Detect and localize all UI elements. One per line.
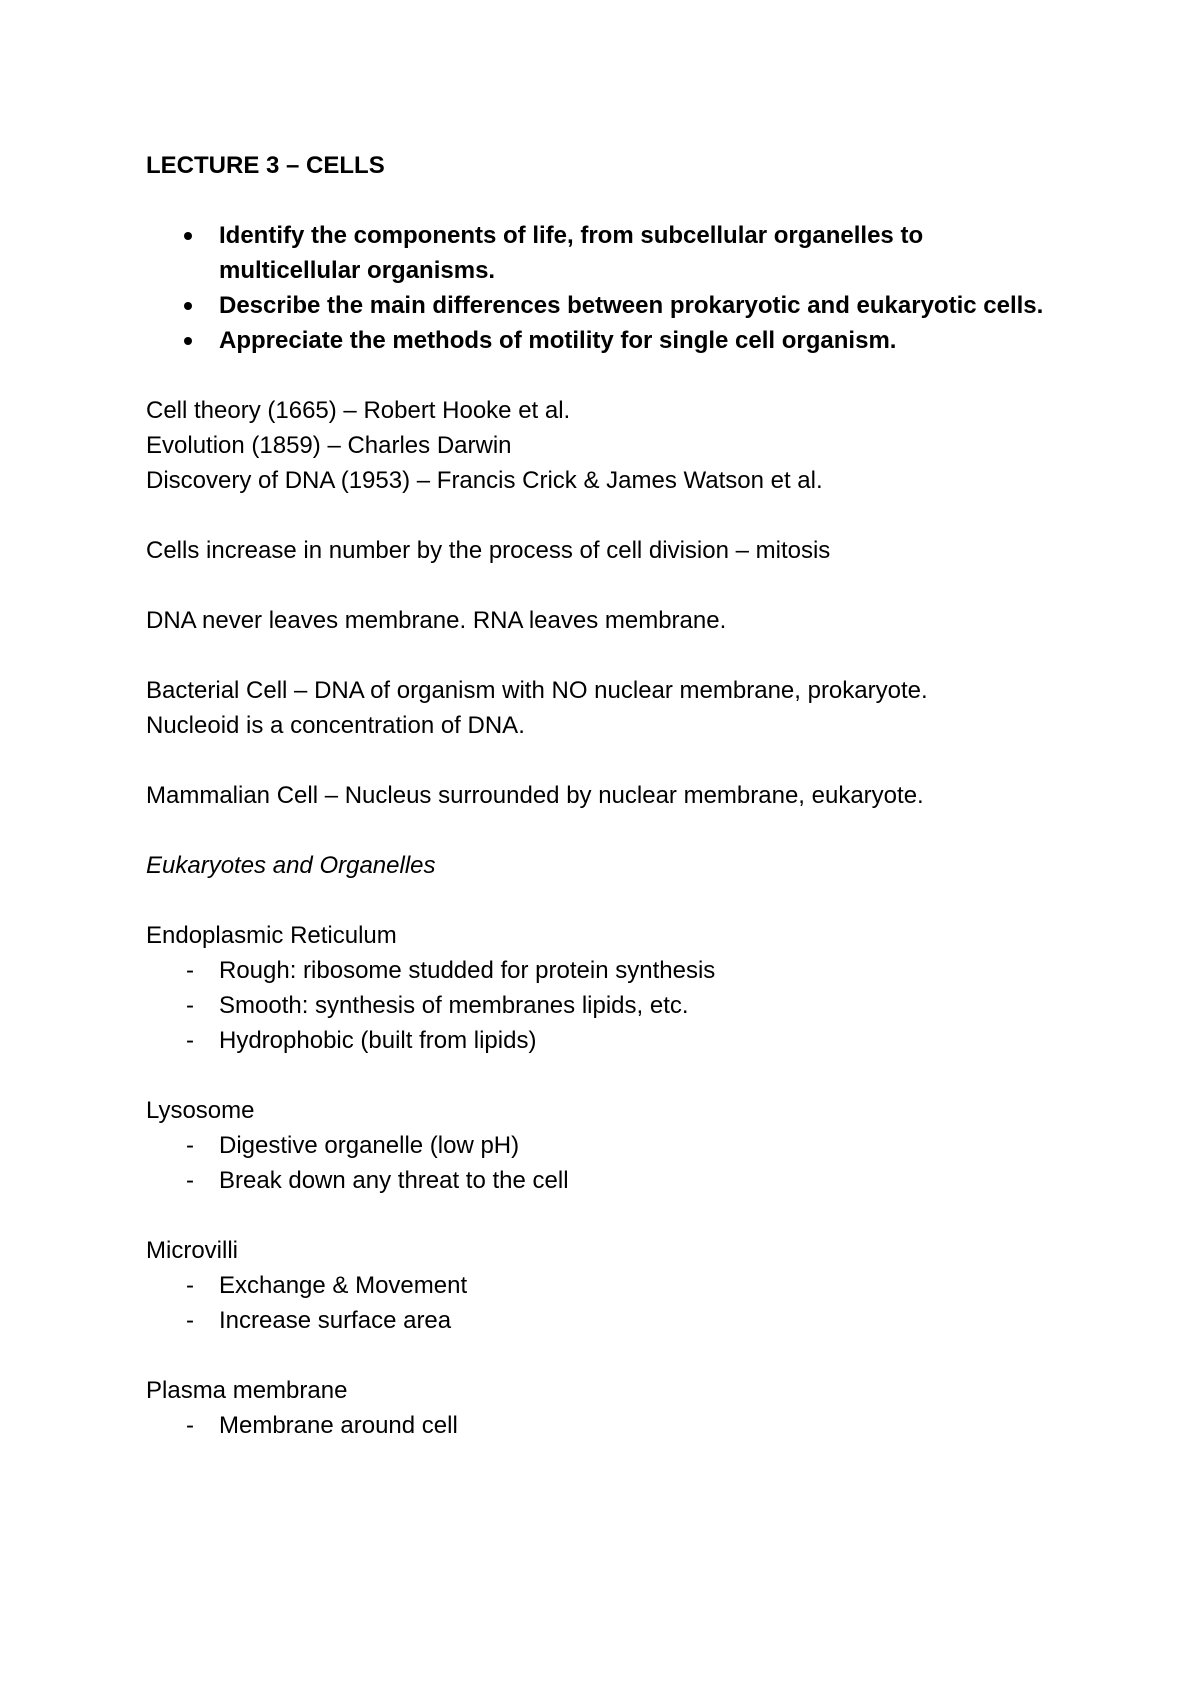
dash-icon: - xyxy=(186,1132,194,1159)
objective-text: Appreciate the methods of motility for single cell organism. xyxy=(219,327,897,354)
point-text: Membrane around cell xyxy=(219,1412,458,1439)
organelle-point xyxy=(146,1163,1046,1198)
bullet-icon xyxy=(184,337,192,345)
bullet-icon xyxy=(184,302,192,310)
section-heading: Eukaryotes and Organelles xyxy=(146,852,436,879)
organelle-point xyxy=(146,988,1046,1023)
organelle-point xyxy=(146,1408,1046,1443)
organelle-point xyxy=(146,953,1046,988)
history-line: Evolution (1859) – Charles Darwin xyxy=(146,432,512,459)
spacer xyxy=(146,498,1046,533)
dash-icon: - xyxy=(186,1027,194,1054)
organelle-section xyxy=(146,1233,1046,1338)
point-text: Increase surface area xyxy=(219,1307,452,1334)
point-text: Exchange & Movement xyxy=(219,1272,468,1299)
objective-item xyxy=(146,288,1059,323)
spacer xyxy=(146,813,1046,848)
spacer xyxy=(146,638,1046,673)
organelle-name: Lysosome xyxy=(146,1097,255,1124)
dash-icon: - xyxy=(186,992,194,1019)
mitosis-note: Cells increase in number by the process of cell division – mitosis xyxy=(146,537,831,564)
organelle-point xyxy=(146,1303,1046,1338)
spacer xyxy=(146,183,1046,218)
dash-icon: - xyxy=(186,1167,194,1194)
bacterial-line: Bacterial Cell – DNA of organism with NO nuclear membrane, prokaryote. xyxy=(146,677,928,704)
dash-icon: - xyxy=(186,1272,194,1299)
bacterial-line: Nucleoid is a concentration of DNA. xyxy=(146,712,525,739)
dash-icon: - xyxy=(186,1412,194,1439)
history-line: Cell theory (1665) – Robert Hooke et al. xyxy=(146,397,571,424)
spacer xyxy=(146,568,1046,603)
spacer xyxy=(146,1058,1046,1093)
organelle-point xyxy=(146,1023,1046,1058)
spacer xyxy=(146,1338,1046,1373)
bullet-icon xyxy=(184,232,192,240)
organelle-name: Plasma membrane xyxy=(146,1377,348,1404)
objective-text: Identify the components of life, from subcellular organelles to multicellular organisms. xyxy=(219,222,924,284)
spacer xyxy=(146,358,1046,393)
document-body xyxy=(146,148,1046,1443)
spacer xyxy=(146,883,1046,918)
bacterial-cell-block xyxy=(146,673,1046,743)
point-text: Rough: ribosome studded for protein synthesis xyxy=(219,957,716,984)
dash-icon: - xyxy=(186,957,194,984)
point-text: Break down any threat to the cell xyxy=(219,1167,569,1194)
objective-text: Describe the main differences between prokaryotic and eukaryotic cells. xyxy=(219,292,1044,319)
organelle-section xyxy=(146,1373,1046,1443)
spacer xyxy=(146,743,1046,778)
dna-note: DNA never leaves membrane. RNA leaves membrane. xyxy=(146,607,727,634)
organelle-name: Endoplasmic Reticulum xyxy=(146,922,397,949)
organelle-section xyxy=(146,1093,1046,1198)
organelle-point xyxy=(146,1128,1046,1163)
dash-icon: - xyxy=(186,1307,194,1334)
history-line: Discovery of DNA (1953) – Francis Crick & James Watson et al. xyxy=(146,467,823,494)
point-text: Digestive organelle (low pH) xyxy=(219,1132,520,1159)
point-text: Hydrophobic (built from lipids) xyxy=(219,1027,537,1054)
spacer xyxy=(146,1198,1046,1233)
history-block xyxy=(146,393,1046,498)
objective-item xyxy=(146,323,1059,358)
organelle-point xyxy=(146,1268,1046,1303)
point-text: Smooth: synthesis of membranes lipids, etc. xyxy=(219,992,689,1019)
objectives-list xyxy=(146,218,1046,358)
organelle-section xyxy=(146,918,1046,1058)
organelle-name: Microvilli xyxy=(146,1237,238,1264)
objective-item xyxy=(146,218,1059,288)
mammalian-cell-line: Mammalian Cell – Nucleus surrounded by nuclear membrane, eukaryote. xyxy=(146,782,924,809)
lecture-title: LECTURE 3 – CELLS xyxy=(146,152,385,179)
